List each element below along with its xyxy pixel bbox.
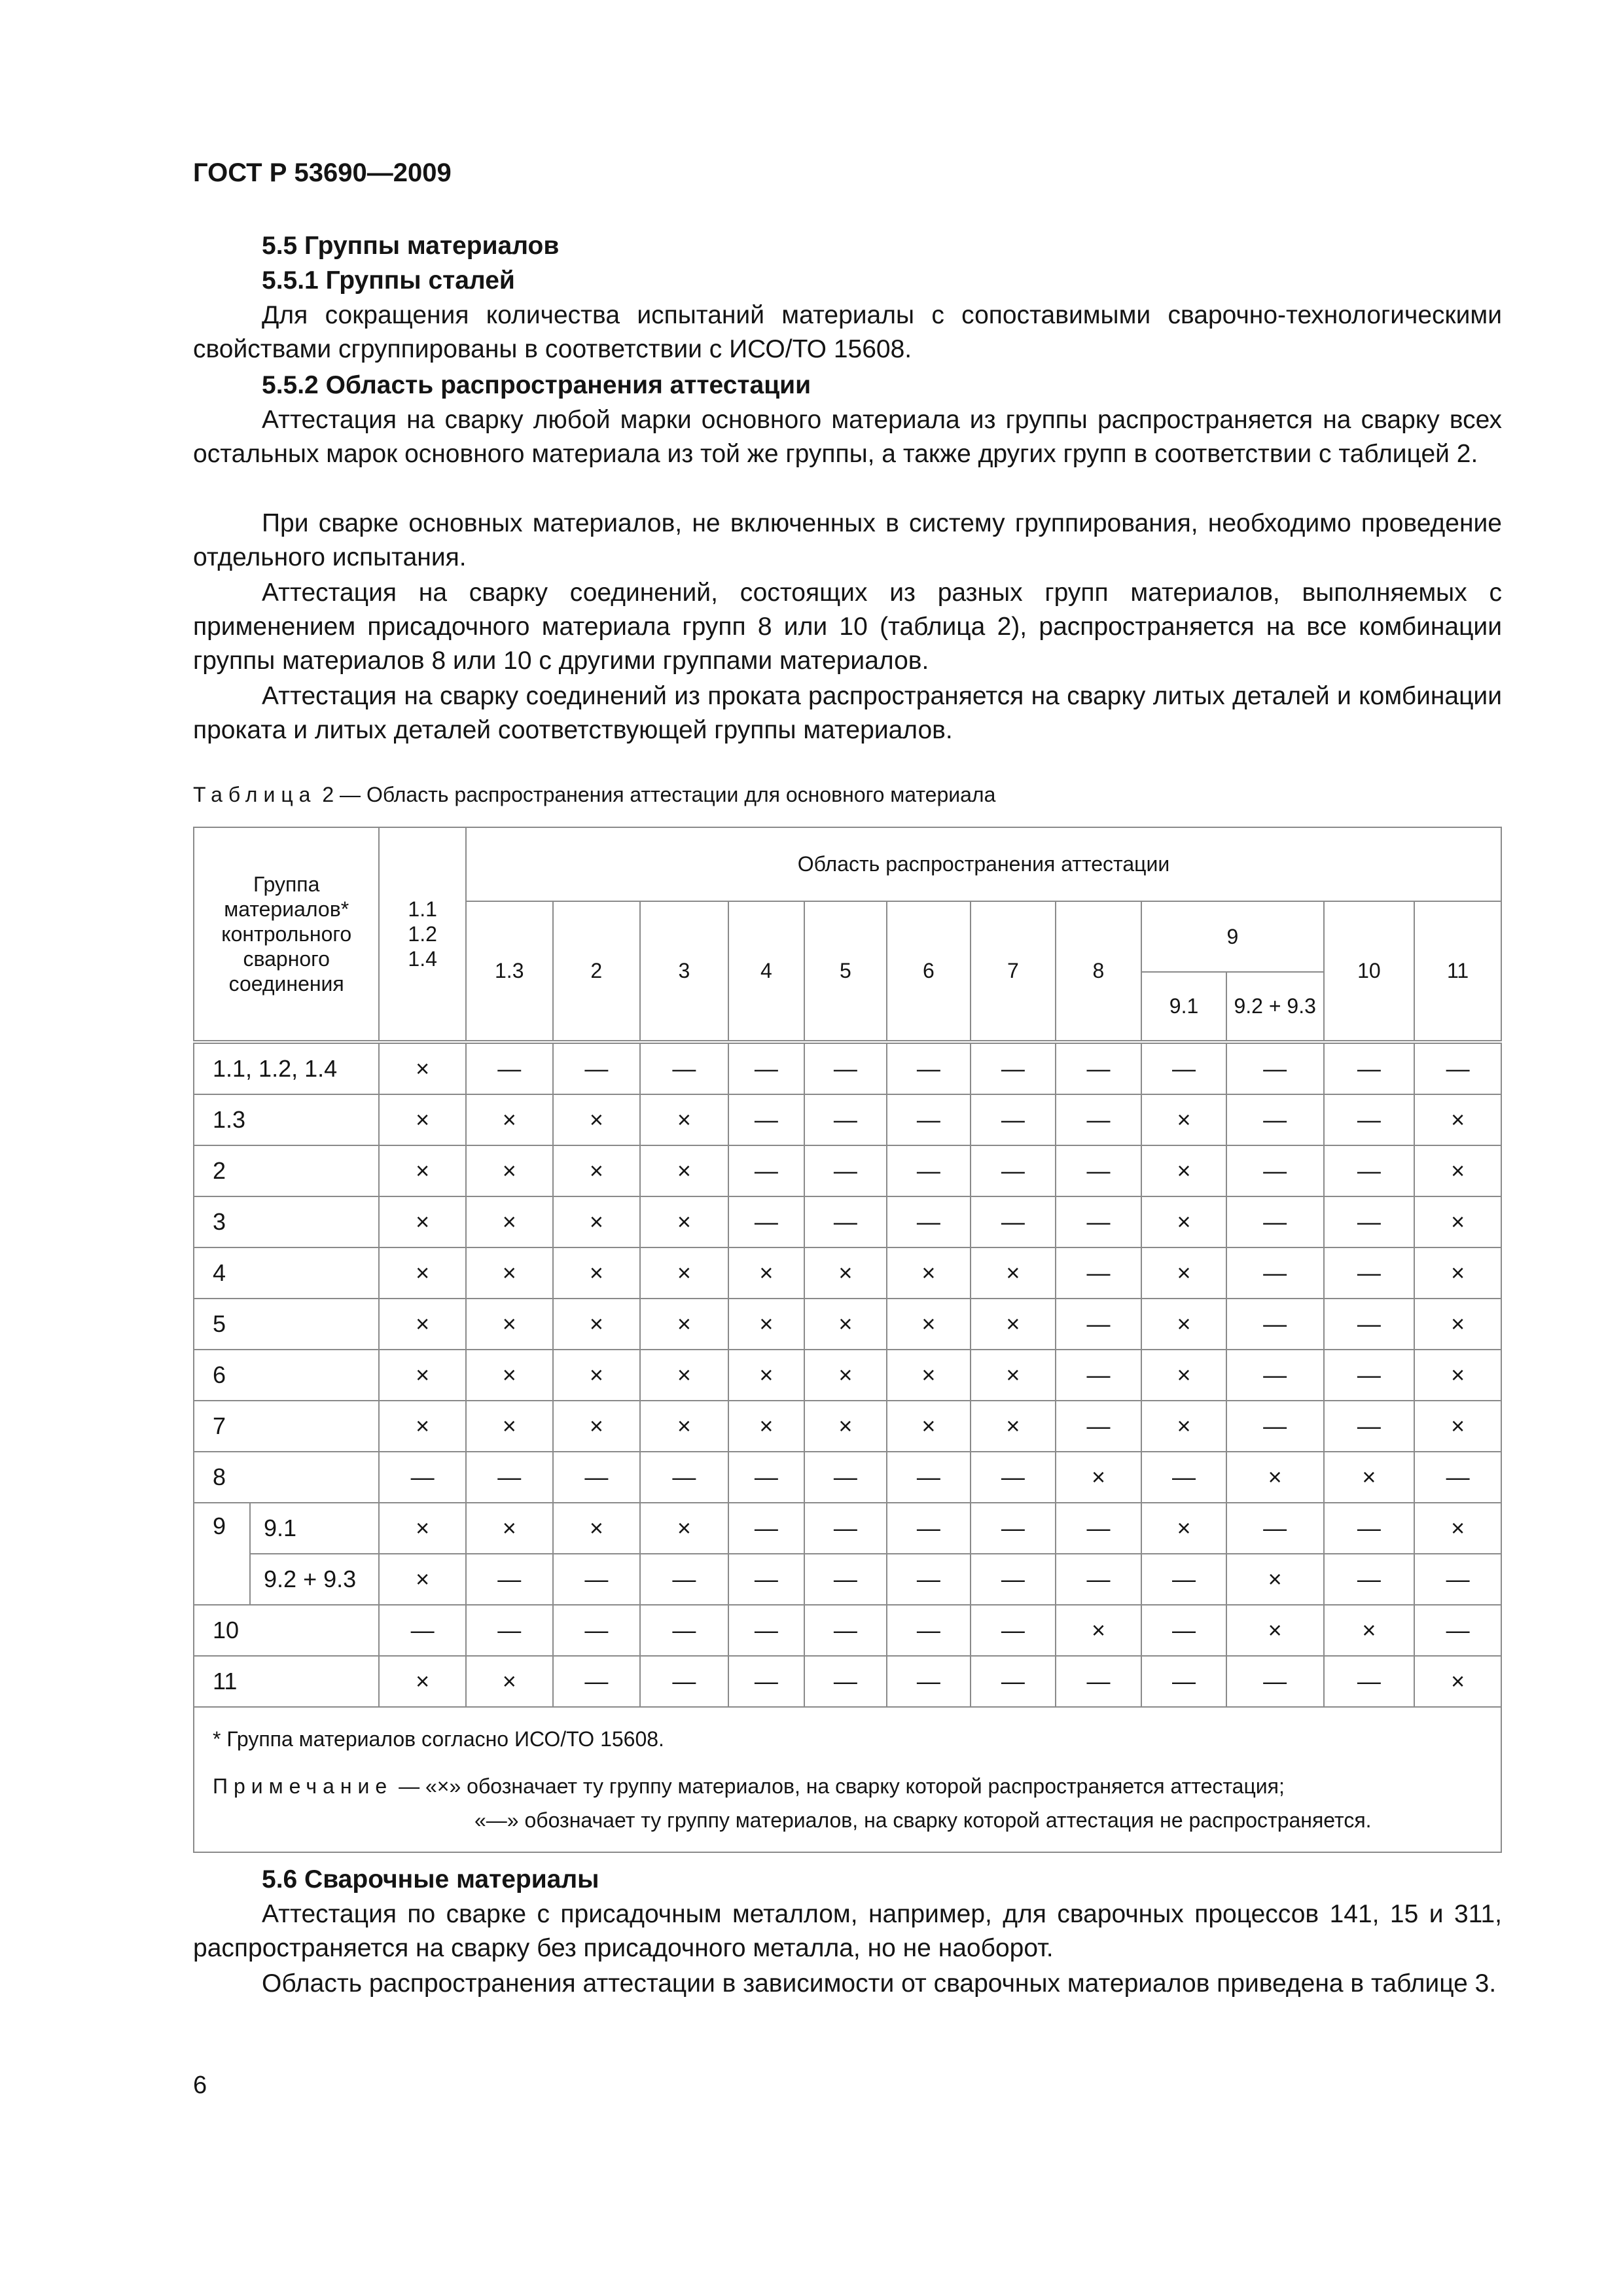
table-cell: — [887,1196,971,1247]
table-cell: — [640,1554,728,1605]
table-cell: — [1226,1299,1324,1350]
section-5-5-heading: 5.5 Группы материалов [262,232,560,260]
table-note-word: Примечание [213,1774,393,1798]
table-cell: × [466,1247,553,1299]
table-cell: — [728,1554,804,1605]
paragraph-4: Аттестация на сварку соединений, состоящих из разных групп материалов, выполняемых с применением присадочного материала групп 8 или 10 (таблица 2), распространяется на все комбинации группы материалов 8 или 10 с другими группами материалов. [193,579,1502,675]
table-cell: — [804,1196,886,1247]
table-cell: — [1226,1094,1324,1145]
table-cell: — [466,1042,553,1094]
section-5-5-1-heading: 5.5.1 Группы сталей [262,266,515,295]
corner-header: Группа материалов* контрольного сварного соединения [194,827,379,1042]
paragraph-5: Аттестация на сварку соединений из проката распространяется на сварку литых деталей и комбинации проката и литых деталей соответствующей группы материалов. [193,682,1502,744]
table-cell: — [1056,1503,1142,1554]
table-cell: × [728,1299,804,1350]
table-row [194,1299,1501,1350]
table-cell: — [804,1605,886,1656]
table-cell: × [1324,1452,1415,1503]
table-cell: — [971,1094,1056,1145]
table-cell: × [379,1196,466,1247]
section-5-5-2-heading: 5.5.2 Область распространения аттестации [262,371,812,399]
table-cell: × [1141,1247,1226,1299]
table-cell: × [379,1656,466,1707]
table-cell: × [553,1196,641,1247]
table-cell: — [1414,1554,1501,1605]
table-cell: × [640,1145,728,1196]
table-cell: × [466,1196,553,1247]
table-cell: × [1141,1299,1226,1350]
table-cell: — [728,1605,804,1656]
table-cell: × [728,1247,804,1299]
row-label: 4 [194,1247,379,1299]
table-cell: × [466,1503,553,1554]
row-label: 9.1 [250,1503,379,1554]
table-cell: — [1141,1452,1226,1503]
table-cell: — [553,1656,641,1707]
table-cell: — [553,1605,641,1656]
table-cell: — [1226,1350,1324,1401]
row-label: 8 [194,1452,379,1503]
table-cell: × [887,1401,971,1452]
table-cell: — [1226,1401,1324,1452]
table-row [194,1503,1501,1554]
scope-table [193,827,1502,1853]
col-header: 9.1 [1141,972,1226,1042]
table-cell: — [1056,1299,1142,1350]
table-cell: × [379,1401,466,1452]
table-cell: × [466,1145,553,1196]
table-cell: × [1414,1094,1501,1145]
row-label: 1.3 [194,1094,379,1145]
table-cell: — [971,1196,1056,1247]
table-caption-word: Таблица [193,783,317,806]
table-cell: × [1414,1656,1501,1707]
table-cell: — [887,1656,971,1707]
table-cell: — [887,1094,971,1145]
col-header: 11 [1414,901,1501,1042]
table-cell: × [1414,1401,1501,1452]
table-cell: × [971,1350,1056,1401]
table-cell: — [1226,1145,1324,1196]
table-row [194,1042,1501,1094]
table-cell: — [971,1503,1056,1554]
table-cell: — [728,1452,804,1503]
table-cell: — [728,1656,804,1707]
table-cell: — [804,1145,886,1196]
table-cell: — [1141,1656,1226,1707]
table-cell: — [640,1452,728,1503]
col-group-9-header: 9 [1141,901,1323,972]
table-cell: × [466,1401,553,1452]
table-cell: — [1324,1299,1415,1350]
table-cell: — [887,1554,971,1605]
col-header: 8 [1056,901,1142,1042]
row-label: 7 [194,1401,379,1452]
table-cell: × [553,1350,641,1401]
table-cell: — [553,1554,641,1605]
table-cell: — [1324,1656,1415,1707]
table-cell: × [1414,1503,1501,1554]
table-cell: × [1324,1605,1415,1656]
table-cell: × [887,1247,971,1299]
col-header: 9.2 + 9.3 [1226,972,1324,1042]
table-cell: — [1324,1042,1415,1094]
col-header: 4 [728,901,804,1042]
table-cell: × [640,1401,728,1452]
page-number: 6 [193,2072,207,2099]
table-cell: — [1324,1503,1415,1554]
table-caption-text: 2 — Область распространения аттестации для основного материала [316,783,996,806]
paragraph-2: Аттестация на сварку любой марки основного материала из группы распространяется на сварку всех остальных марок основного материала из той же группы, а также других групп в соответствии с таблицей 2. [193,406,1502,468]
table-cell: — [640,1605,728,1656]
table-cell: × [379,1145,466,1196]
table-cell: × [640,1094,728,1145]
table-cell: — [379,1605,466,1656]
table-cell: — [1056,1247,1142,1299]
table-cell: × [640,1350,728,1401]
table-cell: × [553,1299,641,1350]
table-cell: — [1056,1042,1142,1094]
table-cell: × [1141,1145,1226,1196]
table-cell: — [804,1554,886,1605]
table-cell: × [1414,1299,1501,1350]
table-cell: × [728,1350,804,1401]
table-cell: — [466,1605,553,1656]
table-cell: × [379,1350,466,1401]
table-cell: × [1414,1247,1501,1299]
table-cell: — [466,1452,553,1503]
table-cell: — [887,1145,971,1196]
table-cell: — [1056,1145,1142,1196]
paragraph-6: Аттестация по сварке с присадочным металлом, например, для сварочных процессов 141, 15 и 311, распространяется на сварку без присадочного металла, но не наоборот. [193,1900,1502,1962]
table-cell: — [1226,1656,1324,1707]
table-cell: × [553,1247,641,1299]
table-cell: × [379,1503,466,1554]
table-cell: — [640,1042,728,1094]
table-cell: × [1141,1350,1226,1401]
table-cell: × [1141,1503,1226,1554]
col-header: 5 [804,901,886,1042]
table-row [194,1605,1501,1656]
table-footnote: * Группа материалов согласно ИСО/ТО 15608. [213,1727,664,1751]
table-cell: — [971,1452,1056,1503]
table-cell: × [553,1401,641,1452]
table-cell: — [1056,1196,1142,1247]
table-cell: × [1056,1452,1142,1503]
table-cell: × [466,1656,553,1707]
table-cell: × [1414,1350,1501,1401]
table-cell: × [379,1094,466,1145]
table-cell: — [1324,1247,1415,1299]
table-cell: — [1324,1145,1415,1196]
table-cell: — [728,1503,804,1554]
table-cell: — [1414,1042,1501,1094]
table-cell: — [553,1042,641,1094]
table-cell: — [1141,1554,1226,1605]
table-cell: × [379,1247,466,1299]
table-cell: × [1141,1401,1226,1452]
table-cell: — [1226,1042,1324,1094]
table-cell: × [1141,1094,1226,1145]
table-cell: — [887,1605,971,1656]
table-cell: × [466,1350,553,1401]
table-cell: — [971,1042,1056,1094]
table-cell: × [971,1401,1056,1452]
table-cell: × [887,1350,971,1401]
table-row [194,1452,1501,1503]
table-cell: — [728,1094,804,1145]
table-cell: × [887,1299,971,1350]
col-header: 3 [640,901,728,1042]
table-cell: — [1056,1350,1142,1401]
table-cell: × [379,1042,466,1094]
row-label: 11 [194,1656,379,1707]
paragraph-1: Для сокращения количества испытаний материалы с сопоставимыми сварочно-технологическими свойствами сгруппированы в соответствии с ИСО/ТО 15608. [193,301,1502,363]
table-cell: × [1414,1196,1501,1247]
table-cell: × [379,1554,466,1605]
table-cell: — [804,1452,886,1503]
table-cell: × [553,1094,641,1145]
table-cell: × [1141,1196,1226,1247]
table-cell: — [804,1094,886,1145]
row-label: 6 [194,1350,379,1401]
table-note-line-2: «—» обозначает ту группу материалов, на сварку которой аттестация не распространяется. [474,1808,1372,1832]
table-cell: — [1056,1656,1142,1707]
table-cell: — [971,1605,1056,1656]
col-header: 1.3 [466,901,553,1042]
table-row [194,1145,1501,1196]
scope-header: Область распространения аттестации [466,827,1501,901]
table-row [194,1247,1501,1299]
paragraph-7: Область распространения аттестации в зависимости от сварочных материалов приведена в таблице 3. [262,1969,1497,1998]
table-cell: × [804,1350,886,1401]
table-cell: × [728,1401,804,1452]
table-cell: — [1226,1503,1324,1554]
table-row [194,1350,1501,1401]
table-cell: — [1414,1452,1501,1503]
row-label: 10 [194,1605,379,1656]
row-group-label: 9 [194,1503,250,1605]
row-label: 9.2 + 9.3 [250,1554,379,1605]
row-label: 2 [194,1145,379,1196]
table-cell: × [1226,1452,1324,1503]
table-cell: — [971,1554,1056,1605]
table-cell: × [466,1094,553,1145]
table-cell: — [1324,1094,1415,1145]
table-cell: — [1324,1350,1415,1401]
table-cell: — [379,1452,466,1503]
row-label: 3 [194,1196,379,1247]
table-row [194,1401,1501,1452]
table-cell: — [1324,1401,1415,1452]
table-cell: — [1226,1196,1324,1247]
table-cell: — [887,1042,971,1094]
section-5-6-heading: 5.6 Сварочные материалы [262,1865,599,1893]
table-footnotes [194,1707,1501,1852]
table-cell: × [379,1299,466,1350]
col-header: 10 [1324,901,1415,1042]
table-cell: × [804,1299,886,1350]
table-cell: × [971,1247,1056,1299]
table-cell: × [1226,1605,1324,1656]
table-cell: — [1056,1554,1142,1605]
table-row [194,1554,1501,1605]
table-cell: — [728,1145,804,1196]
table-cell: × [1226,1554,1324,1605]
document-header: ГОСТ Р 53690—2009 [193,158,452,187]
row-label: 1.1, 1.2, 1.4 [194,1042,379,1094]
table-caption [193,783,995,807]
table-row [194,1094,1501,1145]
table-cell: × [971,1299,1056,1350]
table-cell: — [640,1656,728,1707]
table-cell: × [466,1299,553,1350]
table-cell: — [466,1554,553,1605]
table-cell: — [1056,1401,1142,1452]
table-note [213,1769,1482,1803]
row-label: 5 [194,1299,379,1350]
table-cell: × [553,1503,641,1554]
table-cell: — [804,1042,886,1094]
col-header: 2 [553,901,641,1042]
table-cell: — [971,1656,1056,1707]
table-cell: × [1056,1605,1142,1656]
table-cell: — [728,1042,804,1094]
table-cell: — [971,1145,1056,1196]
table-cell: — [804,1503,886,1554]
table-cell: — [804,1656,886,1707]
table-row [194,1196,1501,1247]
table-cell: — [1141,1042,1226,1094]
table-row [194,1656,1501,1707]
table-cell: × [640,1196,728,1247]
table-cell: — [1141,1605,1226,1656]
table-cell: — [1324,1196,1415,1247]
table-cell: × [804,1401,886,1452]
table-cell: — [887,1503,971,1554]
col-header: 7 [971,901,1056,1042]
table-cell: × [640,1247,728,1299]
table-cell: × [640,1299,728,1350]
table-note-line-1: — «×» обозначает ту группу материалов, на сварку которой распространяется аттестация; [393,1774,1285,1798]
col-header-1-1-1-2-1-4: 1.1 1.2 1.4 [379,827,466,1042]
table-cell: × [640,1503,728,1554]
table-cell: × [804,1247,886,1299]
table-cell: — [1226,1247,1324,1299]
col-header: 6 [887,901,971,1042]
table-cell: — [1056,1094,1142,1145]
table-cell: — [553,1452,641,1503]
table-cell: — [728,1196,804,1247]
table-cell: × [1414,1145,1501,1196]
table-cell: — [887,1452,971,1503]
table-cell: — [1324,1554,1415,1605]
table-cell: — [1414,1605,1501,1656]
table-cell: × [553,1145,641,1196]
paragraph-3: При сварке основных материалов, не включенных в систему группирования, необходимо проведение отдельного испытания. [193,509,1502,571]
